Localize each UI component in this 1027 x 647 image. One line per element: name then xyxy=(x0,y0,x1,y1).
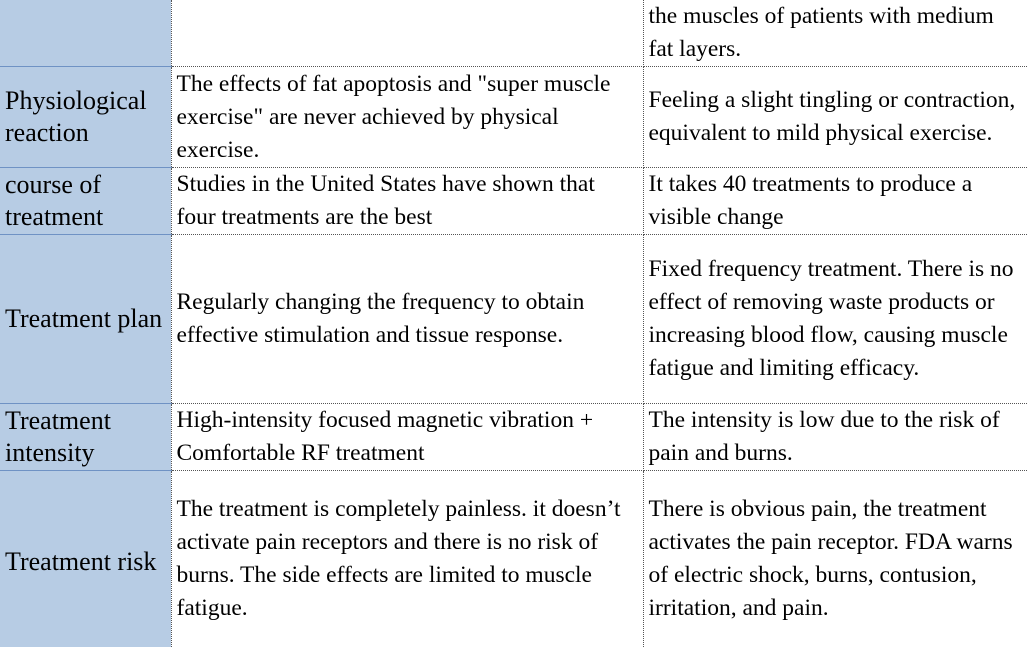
row-label: Physiological reaction xyxy=(0,67,171,168)
cell-option-b: The intensity is low due to the risk of pain and burns. xyxy=(643,404,1027,471)
cell-option-b: It takes 40 treatments to produce a visible change xyxy=(643,168,1027,235)
cell-option-b: Fixed frequency treatment. There is no effect of removing waste products or increasing blood flow, causing muscle fatigue and limiting efficacy. xyxy=(643,235,1027,404)
cell-option-a: Studies in the United States have shown that four treatments are the best xyxy=(171,168,643,235)
table-row xyxy=(0,471,1027,647)
table-row xyxy=(0,67,1027,168)
row-label: Treatment intensity xyxy=(0,404,171,471)
table-row xyxy=(0,0,1027,67)
cell-option-a xyxy=(171,0,643,67)
cell-option-b: the muscles of patients with medium fat layers. xyxy=(643,0,1027,67)
cell-option-a: The effects of fat apoptosis and "super muscle exercise" are never achieved by physical exercise. xyxy=(171,67,643,168)
table-row xyxy=(0,168,1027,235)
cell-option-a: Regularly changing the frequency to obtain effective stimulation and tissue response. xyxy=(171,235,643,404)
table-row xyxy=(0,404,1027,471)
row-label xyxy=(0,0,171,67)
row-label: Treatment risk xyxy=(0,471,171,647)
cell-option-a: High-intensity focused magnetic vibration + Comfortable RF treatment xyxy=(171,404,643,471)
cell-option-b: There is obvious pain, the treatment activates the pain receptor. FDA warns of electric shock, burns, contusion, irritation, and pain. xyxy=(643,471,1027,647)
cell-option-b: Feeling a slight tingling or contraction, equivalent to mild physical exercise. xyxy=(643,67,1027,168)
table-row xyxy=(0,235,1027,404)
row-label: course of treatment xyxy=(0,168,171,235)
row-label: Treatment plan xyxy=(0,235,171,404)
cell-option-a: The treatment is completely painless. it doesn’t activate pain receptors and there is no risk of burns. The side effects are limited to muscle fatigue. xyxy=(171,471,643,647)
